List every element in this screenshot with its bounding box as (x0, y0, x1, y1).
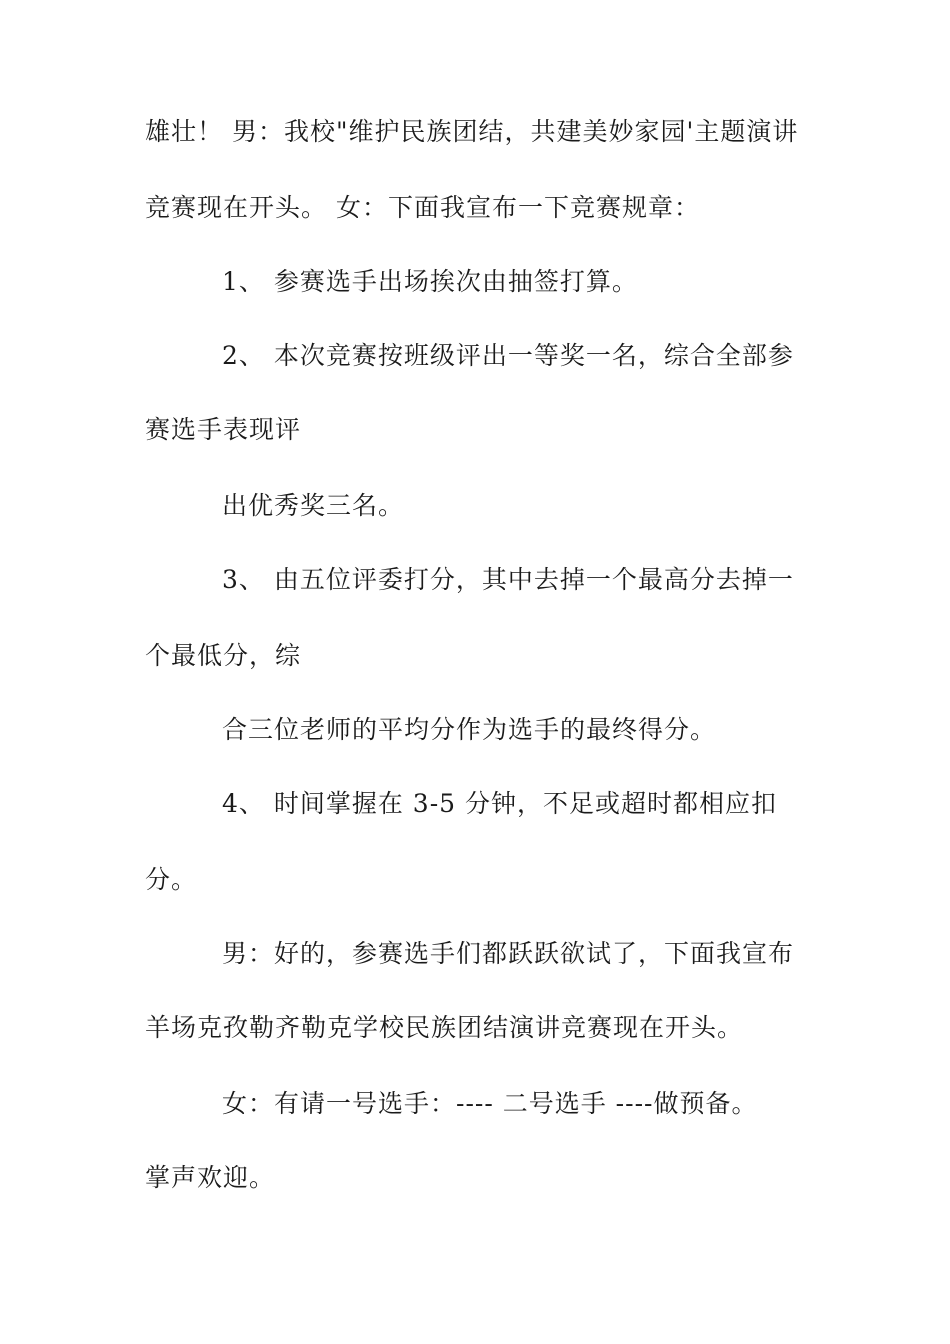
rule-item-1: 1、 参赛选手出场挨次由抽签打算。 (222, 267, 638, 296)
text-line: 赛选手表现评 (145, 415, 302, 444)
text-line: 个最低分，综 (145, 641, 302, 670)
text-line: 女：有请一号选手：---- 二号选手 ----做预备。 (222, 1089, 758, 1118)
text-line: 分。 (145, 865, 198, 894)
text-line: 羊场克孜勒齐勒克学校民族团结演讲竞赛现在开头。 (145, 1013, 744, 1042)
rule-item-4: 4、 时间掌握在 3-5 分钟，不足或超时都相应扣 (222, 789, 778, 818)
rule-item-2: 2、 本次竞赛按班级评出一等奖一名，综合全部参 (222, 341, 794, 370)
text-line: 掌声欢迎。 (145, 1163, 276, 1192)
text-line: 雄壮！ 男：我校"维护民族团结，共建美妙家园'主题演讲 (145, 117, 799, 146)
text-line: 合三位老师的平均分作为选手的最终得分。 (222, 715, 717, 744)
text-line: 出优秀奖三名。 (222, 491, 405, 520)
text-line: 男：好的，参赛选手们都跃跃欲试了，下面我宣布 (222, 939, 795, 968)
rule-item-3: 3、 由五位评委打分，其中去掉一个最高分去掉一 (222, 565, 794, 594)
text-line: 竞赛现在开头。 女：下面我宣布一下竞赛规章： (145, 193, 700, 222)
